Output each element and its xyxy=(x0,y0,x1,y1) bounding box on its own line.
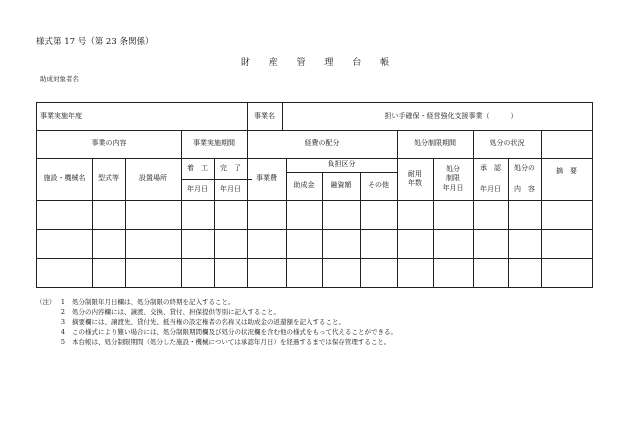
note-text: 処分の内容欄には、譲渡、交換、貸付、担保提供等別に記入すること。 xyxy=(72,308,280,316)
note-item xyxy=(36,317,397,327)
col-other: その他 xyxy=(368,181,389,190)
col-facility: 施設・機械名 xyxy=(43,174,86,183)
col-disposal: 処分の xyxy=(514,163,535,172)
col-approval-date: 年月日 xyxy=(480,184,501,193)
form-number: 様式第 17 号（第 23 条関係） xyxy=(36,37,154,47)
col-useful-life xyxy=(397,158,433,200)
note-number: 5 xyxy=(60,338,66,346)
col-approval: 承 認 xyxy=(480,163,501,172)
limit-line-1: 処分 xyxy=(446,164,460,173)
col-location: 設置場所 xyxy=(139,174,167,183)
group-disposal-status: 処分の状況 xyxy=(489,139,525,148)
group-content: 事業の内容 xyxy=(91,139,127,148)
notes-section xyxy=(36,297,397,347)
property-ledger-table xyxy=(36,102,593,288)
note-number: 1 xyxy=(60,298,66,306)
col-project-cost: 事業費 xyxy=(256,174,277,183)
col-start: 着 工 xyxy=(187,163,208,172)
col-finish: 完 了 xyxy=(220,163,241,172)
entry-row-1[interactable] xyxy=(37,201,592,229)
remarks-header: 摘 要 xyxy=(556,167,577,175)
useful-life-line-1: 耐用 xyxy=(408,169,422,178)
col-disposal-content: 内 容 xyxy=(514,184,535,193)
note-number: 2 xyxy=(60,308,66,316)
notes-label: （注） xyxy=(36,298,56,306)
group-costs: 経費の配分 xyxy=(304,139,340,148)
note-item xyxy=(36,327,397,337)
col-finish-date: 年月日 xyxy=(220,184,241,193)
note-text: 摘要欄には、譲渡先、貸付先、抵当権の設定権者の名称又は助成金の返還額を記入すること。 xyxy=(72,318,345,326)
useful-life-line-2: 年数 xyxy=(408,179,422,187)
col-limit-date xyxy=(433,158,473,200)
col-model: 型式等 xyxy=(98,174,119,183)
group-period: 事業実施期間 xyxy=(193,139,235,148)
note-number: 3 xyxy=(60,318,66,326)
note-text: この様式により難い場合には、処分制限期間欄及び処分の状況欄を含む他の様式をもって代えることができる。 xyxy=(72,328,397,336)
project-name-value: 担い手確保・経営強化支援事業（ ） xyxy=(384,111,518,120)
note-item xyxy=(36,307,397,317)
document-title: 財 産 管 理 台 帳 xyxy=(240,58,398,68)
fiscal-year-label: 事業実施年度 xyxy=(40,111,82,120)
note-item xyxy=(36,297,397,307)
group-limit-period: 処分制限期間 xyxy=(414,139,456,148)
limit-line-2: 制限 xyxy=(446,174,460,183)
col-burden: 負担区分 xyxy=(327,160,356,169)
col-start-date: 年月日 xyxy=(187,184,208,193)
col-subsidy: 助成金 xyxy=(293,181,315,190)
project-name-label: 事業名 xyxy=(254,111,275,120)
note-text: 本台帳は、処分制限期間（処分した施設・機械については承認年月日）を経過するまでは保存管理すること。 xyxy=(72,338,391,346)
entry-row-3[interactable] xyxy=(37,259,592,287)
fiscal-year-value-field[interactable] xyxy=(92,103,247,130)
limit-line-3: 年月日 xyxy=(442,183,464,192)
entry-row-2[interactable] xyxy=(37,230,592,258)
note-item xyxy=(36,337,397,347)
note-text: 処分制限年月日欄は、処分制限の終期を記入すること。 xyxy=(72,298,235,306)
recipient-label: 助成対象者名 xyxy=(40,75,79,83)
col-loan: 融資額 xyxy=(330,181,352,190)
note-number: 4 xyxy=(60,328,66,336)
